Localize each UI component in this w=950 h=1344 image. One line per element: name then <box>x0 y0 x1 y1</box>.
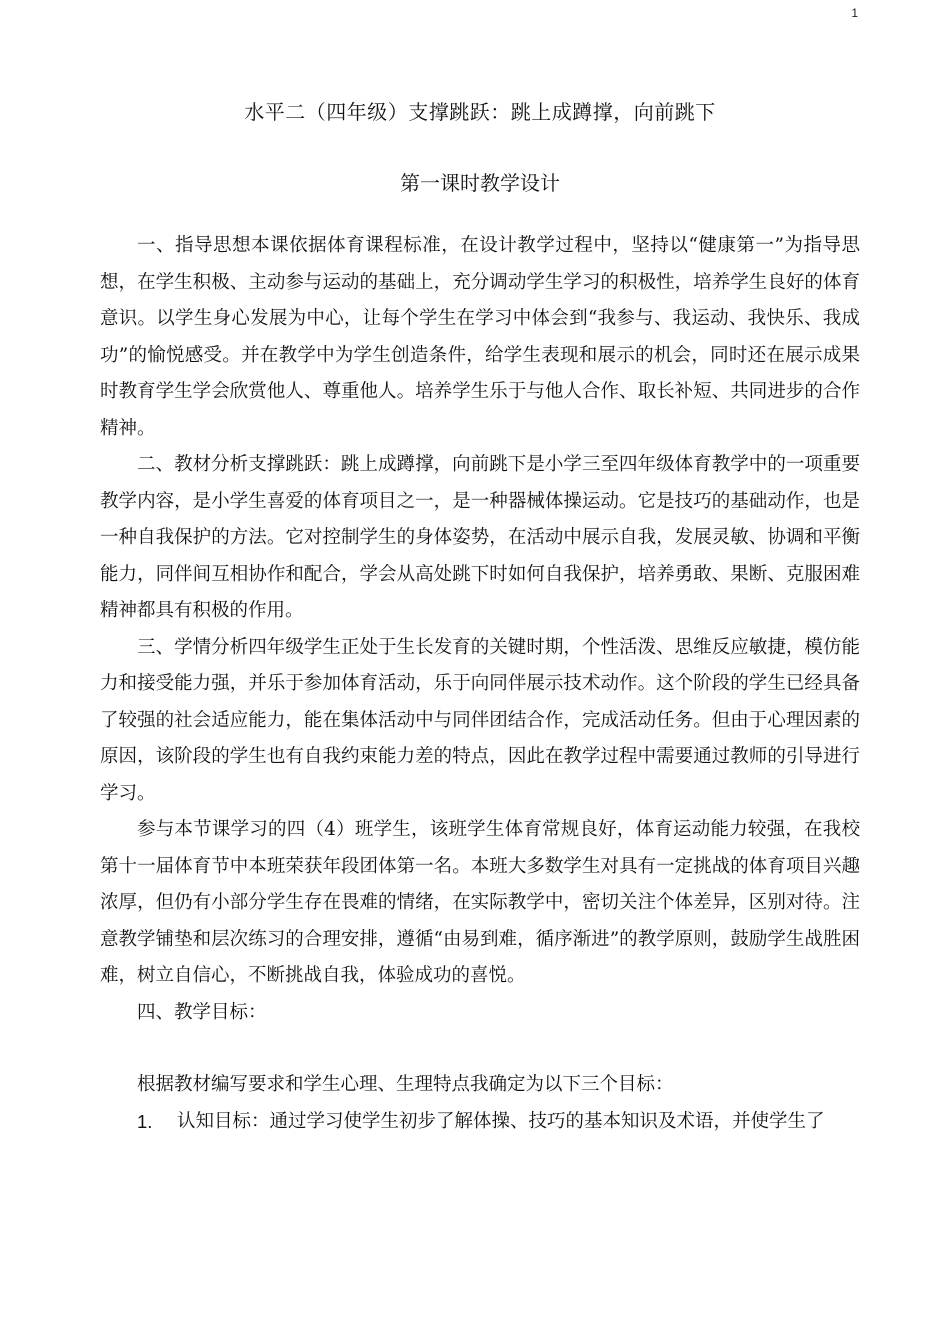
section-heading-objectives: 四、教学目标： <box>137 1001 267 1023</box>
list-item-number: 1. <box>137 1110 153 1132</box>
paragraph-group <box>100 228 860 1140</box>
paragraph-student-analysis: 三、学情分析四年级学生正处于生长发育的关键时期，个性活泼、思维反应敏捷，模仿能力和接受能力强，并乐于参加体育活动，乐于向同伴展示技术动作。这个阶段的学生已经具备了较强的社会适应能力，能在集体活动中与同伴团结合作，完成活动任务。但由于心理因素的原因，该阶段的学生也有自我约束能力差的特点，因此在教学过程中需要通过教师的引导进行学习。 <box>100 636 860 804</box>
objectives-intro: 根据教材编写要求和学生心理、生理特点我确定为以下三个目标： <box>137 1074 674 1095</box>
document-body <box>100 96 860 1140</box>
document-title: 水平二（四年级）支撑跳跃：跳上成蹲撑，向前跳下 <box>244 100 716 124</box>
page-number: 1 <box>851 6 858 20</box>
paragraph-guiding-ideology: 一、指导思想本课依据体育课程标准，在设计教学过程中，坚持以“健康第一”为指导思想，在学生积极、主动参与运动的基础上，充分调动学生学习的积极性，培养学生良好的体育意识。以学生身心发展为中心，让每个学生在学习中体会到“我参与、我运动、我快乐、我成功”的愉悦感受。并在教学中为学生创造条件，给学生表现和展示的机会，同时还在展示成果时教育学生学会欣赏他人、尊重他人。培养学生乐于与他人合作、取长补短、共同进步的合作精神。 <box>100 235 860 439</box>
list-item-text: 认知目标：通过学习使学生初步了解体操、技巧的基本知识及术语，并使学生了 <box>177 1110 825 1132</box>
paragraph-class-description: 参与本节课学习的四（4）班学生，该班学生体育常规良好，体育运动能力较强，在我校第十一届体育节中本班荣获年段团体第一名。本班大多数学生对具有一定挑战的体育项目兴趣浓厚，但仍有小部分学生存在畏难的情绪，在实际教学中，密切关注个体差异，区别对待。注意教学铺垫和层次练习的合理安排，遵循“由易到难，循序渐进”的教学原则，鼓励学生战胜困难，树立自信心，不断挑战自我，体验成功的喜悦。 <box>100 819 860 986</box>
paragraph-material-analysis: 二、教材分析支撑跳跃：跳上成蹲撑，向前跳下是小学三至四年级体育教学中的一项重要教学内容，是小学生喜爱的体育项目之一，是一种器械体操运动。它是技巧的基础动作，也是一种自我保护的方法。它对控制学生的身体姿势，在活动中展示自我，发展灵敏、协调和平衡能力，同伴间互相协作和配合，学会从高处跳下时如何自我保护，培养勇敢、果断、克服困难精神都具有积极的作用。 <box>100 454 860 621</box>
document-subtitle: 第一课时教学设计 <box>400 171 560 195</box>
list-item <box>100 1104 860 1141</box>
